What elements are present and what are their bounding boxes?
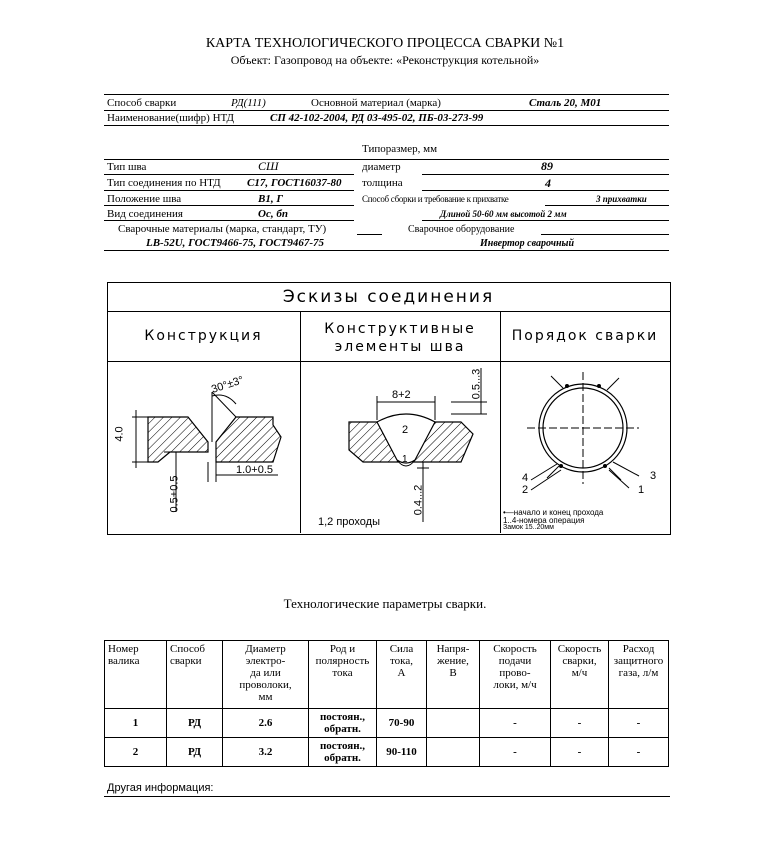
construction-drawing xyxy=(108,362,300,532)
method-label: Способ сварки xyxy=(107,97,177,109)
order-number-2: 2 xyxy=(522,484,529,496)
conn-kind-value: Ос, бп xyxy=(258,208,288,220)
hdr-method: Способ сварки xyxy=(167,641,223,709)
joint-type-label: Тип соединения по НТД xyxy=(107,177,221,189)
method-value: РД(111) xyxy=(231,97,266,109)
conn-kind-label: Вид соединения xyxy=(107,208,183,220)
material-label: Основной материал (марка) xyxy=(311,97,441,109)
order-legend-2: 1..4-номера операция xyxy=(503,516,585,525)
order-number-1: 1 xyxy=(638,484,645,496)
hdr-diameter: Диаметр электро- да или проволоки, мм xyxy=(223,641,309,709)
consumables-label: Сварочные материалы (марка, стандарт, ТУ) xyxy=(118,223,327,235)
equipment-value: Инвертор сварочный xyxy=(480,238,575,249)
dim-width: 8+2 xyxy=(392,389,411,401)
form-top-rule xyxy=(104,94,669,95)
params-header-row xyxy=(105,641,669,709)
welding-order-drawing xyxy=(501,362,669,532)
dim-thickness: 4.0 xyxy=(113,426,126,442)
dim-gap: 1.0+0.5 xyxy=(236,464,274,476)
size-label: Типоразмер, мм xyxy=(362,143,438,155)
order-number-3: 3 xyxy=(650,470,657,482)
sketch-col-construction: Конструкция xyxy=(144,328,263,344)
thickness-value: 4 xyxy=(545,176,551,190)
position-value: В1, Г xyxy=(258,193,283,205)
dim-angle: 30°±3° xyxy=(209,374,246,396)
ntd-value: СП 42-102-2004, РД 03-495-02, ПБ-03-273-99 xyxy=(270,112,484,124)
table-row: 2 РД 3.2 постоян., обратн. 90-110 - - - xyxy=(105,738,669,767)
consumables-value: LB-52U, ГОСТ9466-75, ГОСТ9467-75 xyxy=(146,237,324,249)
dim-root: 0.5+0.5 xyxy=(168,475,181,513)
order-legend-1: •—начало и конец прохода xyxy=(503,508,604,517)
pass-2-label: 2 xyxy=(402,424,409,436)
hdr-amperage: Сила тока, А xyxy=(377,641,427,709)
equipment-label: Сварочное оборудование xyxy=(408,224,515,235)
params-table xyxy=(104,640,669,767)
order-number-4: 4 xyxy=(522,472,529,484)
pass-1-label: 1 xyxy=(402,454,408,465)
hdr-voltage: Напря- жение, В xyxy=(427,641,480,709)
hdr-feed-speed: Скорость подачи прово- локи, м/ч xyxy=(480,641,551,709)
diameter-value: 89 xyxy=(541,159,553,173)
hdr-current-type: Род и полярность тока xyxy=(309,641,377,709)
passes-label: 1,2 проходы xyxy=(318,516,380,528)
other-info-rule xyxy=(104,796,670,797)
dim-root-2: 0.4...2 xyxy=(412,484,425,516)
joint-type-value: С17, ГОСТ16037-80 xyxy=(247,177,342,189)
thickness-label: толщина xyxy=(362,177,403,189)
sketch-col-elements: Конструктивные элементы шва xyxy=(324,321,476,355)
position-label: Положение шва xyxy=(107,193,182,205)
seam-type-value: СШ xyxy=(258,159,279,173)
hdr-roller: Номер валика xyxy=(105,641,167,709)
form-bottom-rule xyxy=(104,250,669,251)
assembly-value: 3 прихватки xyxy=(596,194,647,204)
material-value: Сталь 20, М01 xyxy=(529,97,602,109)
params-title: Технологические параметры сварки. xyxy=(283,596,487,611)
table-row: 1 РД 2.6 постоян., обратн. 70-90 - - - xyxy=(105,709,669,738)
assembly-label: Способ сборки и требование к прихватке xyxy=(362,194,509,204)
card-title: КАРТА ТЕХНОЛОГИЧЕСКОГО ПРОЦЕССА СВАРКИ №1 xyxy=(205,36,565,51)
dim-reinforcement: 0.5...3 xyxy=(470,368,483,400)
sketch-col-order: Порядок сварки xyxy=(511,328,659,344)
hdr-weld-speed: Скорость сварки, м/ч xyxy=(551,641,609,709)
card-subtitle: Объект: Газопровод на объекте: «Реконструкция котельной» xyxy=(230,53,540,67)
sketches-title: Эскизы соединения xyxy=(282,287,495,307)
seam-type-label: Тип шва xyxy=(107,161,147,173)
other-info-label: Другая информация: xyxy=(107,782,214,794)
ntd-label: Наименование(шифр) НТД xyxy=(107,112,235,124)
hdr-gas: Расход защитного газа, л/м xyxy=(609,641,669,709)
diameter-label: диаметр xyxy=(362,161,401,173)
tack-value: Длиной 50-60 мм высотой 2 мм xyxy=(440,209,567,219)
order-legend-3: Замок 15..20мм xyxy=(503,524,554,531)
